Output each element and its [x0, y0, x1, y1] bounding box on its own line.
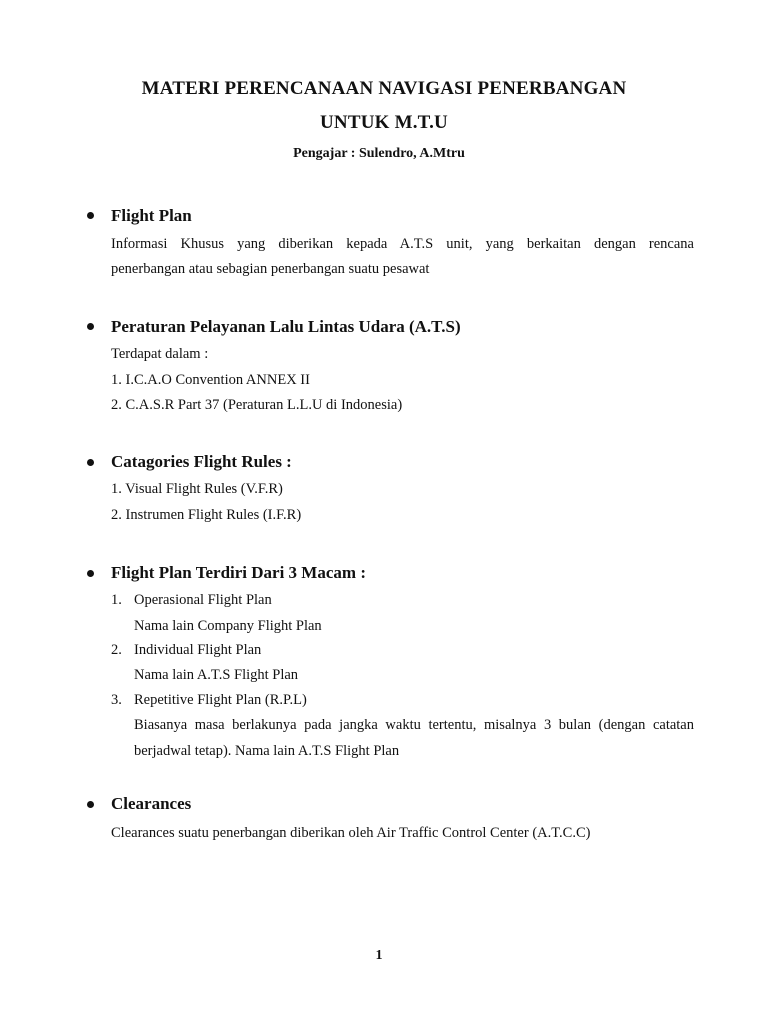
list-number: 2.	[111, 642, 122, 658]
list-number: 3.	[111, 692, 122, 708]
list-number: 1.	[111, 592, 122, 608]
paragraph-line: penerbangan atau sebagian penerbangan suatu pesawat	[111, 261, 430, 277]
list-item-note: Nama lain Company Flight Plan	[134, 618, 322, 634]
document-title-line1: MATERI PERENCANAAN NAVIGASI PENERBANGAN	[141, 78, 627, 99]
section-heading: Clearances	[111, 794, 192, 813]
bullet-icon	[87, 323, 94, 330]
list-item-note: Nama lain A.T.S Flight Plan	[134, 667, 299, 683]
bullet-icon	[87, 459, 94, 466]
document-title-line2: UNTUK M.T.U	[320, 112, 448, 133]
teacher-line: Pengajar : Sulendro, A.Mtru	[293, 146, 465, 161]
list-item: 2. C.A.S.R Part 37 (Peraturan L.L.U di Indonesia)	[111, 397, 403, 413]
section-heading: Peraturan Pelayanan Lalu Lintas Udara (A.T.S)	[111, 317, 461, 336]
list-item-note: berjadwal tetap). Nama lain A.T.S Flight Plan	[134, 743, 400, 759]
list-item: 1. I.C.A.O Convention ANNEX II	[111, 372, 310, 388]
bullet-icon	[87, 212, 94, 219]
bullet-icon	[87, 570, 94, 577]
section-heading: Flight Plan Terdiri Dari 3 Macam :	[111, 563, 366, 582]
list-item: 2. Instrumen Flight Rules (I.F.R)	[111, 507, 302, 523]
list-item-note: Biasanya masa berlakunya pada jangka waktu tertentu, misalnya 3 bulan (dengan catatan	[134, 717, 694, 733]
section-heading: Flight Plan	[111, 206, 192, 225]
paragraph-line: Clearances suatu penerbangan diberikan oleh Air Traffic Control Center (A.T.C.C)	[111, 825, 591, 841]
section-heading: Catagories Flight Rules :	[111, 452, 292, 471]
page-number: 1	[375, 948, 383, 963]
paragraph-line: Informasi Khusus yang diberikan kepada A.T.S unit, yang berkaitan dengan rencana	[111, 236, 694, 252]
paragraph-line: Terdapat dalam :	[111, 346, 209, 362]
list-item: Repetitive Flight Plan (R.P.L)	[134, 692, 307, 708]
list-item: Individual Flight Plan	[134, 642, 262, 658]
list-item: 1. Visual Flight Rules (V.F.R)	[111, 481, 283, 497]
list-item: Operasional Flight Plan	[134, 592, 272, 608]
bullet-icon	[87, 801, 94, 808]
